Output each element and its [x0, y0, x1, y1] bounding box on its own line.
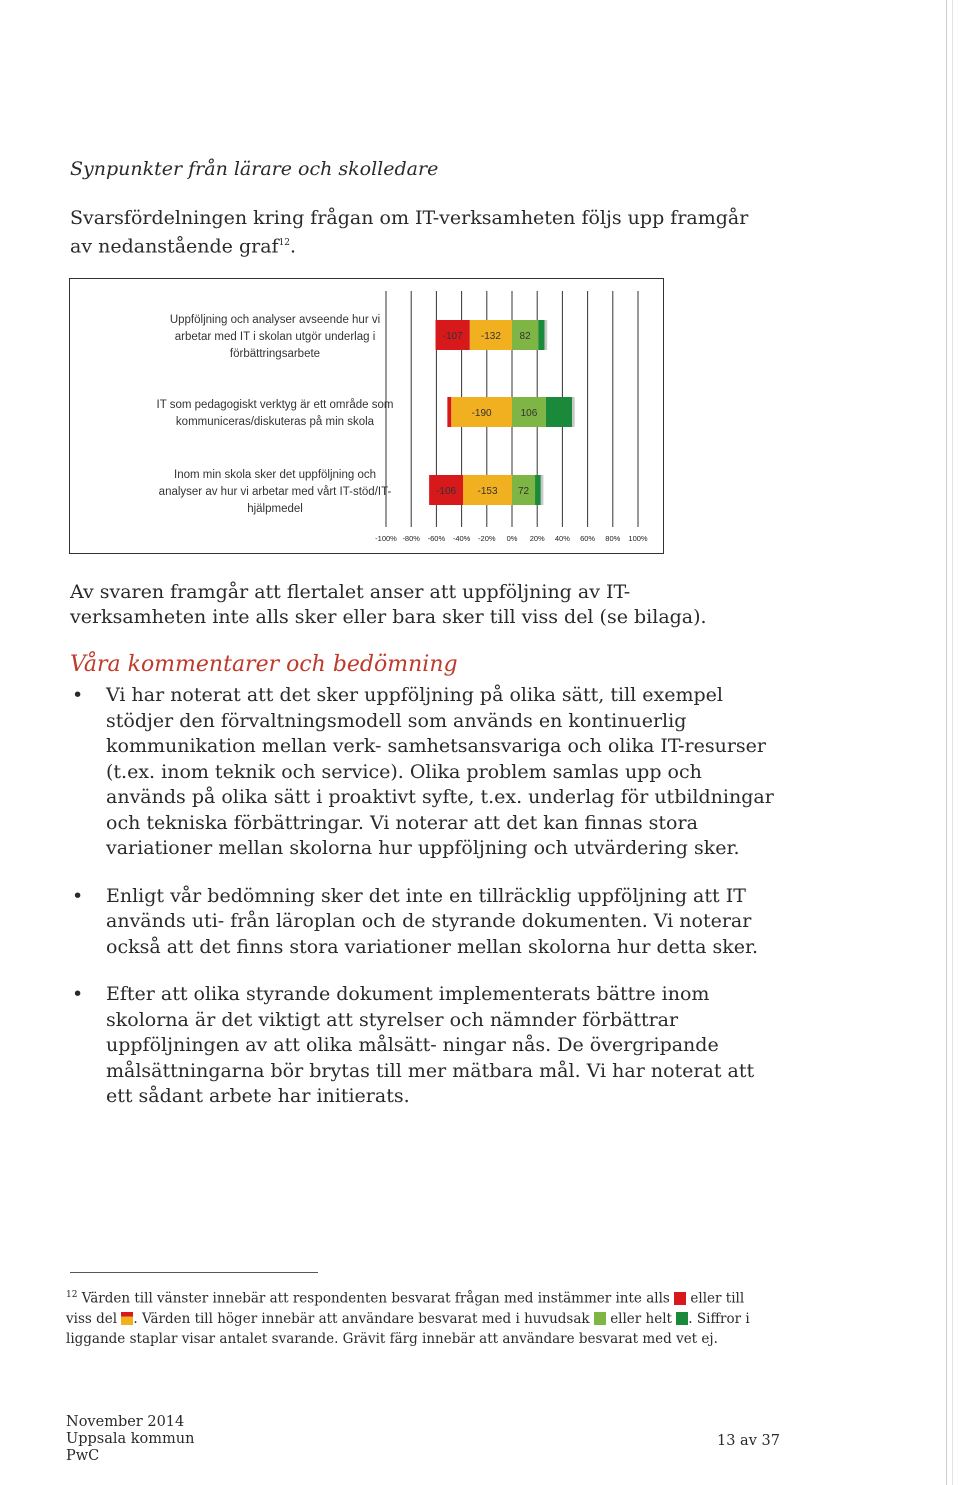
- x-tick-label: 40%: [554, 534, 570, 543]
- footnote-divider: [70, 1272, 318, 1273]
- comments-section-title: Våra kommentarer och bedömning: [70, 652, 458, 677]
- footnote-part4: eller helt: [610, 1310, 672, 1327]
- bar-value-label: 82: [519, 331, 531, 342]
- bar-value-label: -132: [480, 331, 501, 342]
- red-swatch: [674, 1292, 686, 1305]
- bar-segment: [535, 475, 541, 505]
- footnote: $^{12}$ Värden till vänster innebär att respondenten besvarat frågan med instämmer inte alls eller till viss del . Värden till höger innebär att användare besvarat med i huvudsak eller helt . Siffror i liggande staplar visar antalet svarande. Grävit färg innebär att användare besvarat med vet ej.: [66, 1290, 750, 1347]
- footer-date: November 2014: [66, 1414, 185, 1430]
- after-chart-paragraph: Av svaren framgår att flertalet anser att uppföljning av IT-verksamheten inte alls sker eller bara sker till viss del (se bilaga).: [70, 581, 707, 628]
- bar-value-label: -153: [477, 486, 498, 497]
- bar-value-label: -190: [471, 408, 492, 419]
- bar-value-label: -107: [442, 331, 463, 342]
- x-tick-label: -100%: [375, 534, 397, 543]
- section-subheading: Synpunkter från lärare och skolledare: [70, 158, 439, 180]
- comment-text: Enligt vår bedömning sker det inte en tillräcklig uppföljning att IT används uti- från läroplan och de styrande dokumenten. Vi noterar också att det finns stora variationer mellan skolorna hur detta sker.: [106, 884, 759, 958]
- bullet-dot: •: [72, 884, 84, 907]
- x-tick-label: 0%: [506, 534, 518, 543]
- category-label: Inom min skola sker det uppföljning och analyser av hur vi arbetar med vårt IT-stöd/IT-hjälpmedel: [158, 469, 392, 515]
- bar-value-label: -106: [436, 486, 457, 497]
- page-number: 13 av 37: [717, 1433, 780, 1449]
- chart-svg: [70, 279, 663, 553]
- category-label: IT som pedagogiskt verktyg är ett område som kommuniceras/diskuteras på min skola: [156, 399, 394, 428]
- footnote-reference: 12: [278, 238, 291, 248]
- x-tick-label: -40%: [452, 534, 471, 543]
- comment-item: [70, 982, 780, 1110]
- intro-end: .: [290, 235, 297, 258]
- x-tick-label: 80%: [605, 534, 621, 543]
- survey-chart: [69, 278, 664, 554]
- x-tick-label: 100%: [628, 534, 648, 543]
- footnote-part1: Värden till vänster innebär att respondenten besvarat frågan med instämmer inte alls: [81, 1290, 670, 1307]
- comment-item: [70, 683, 780, 862]
- bar-segment: [572, 397, 575, 427]
- page-edge-line-secondary: [952, 0, 953, 1485]
- lightgreen-swatch: [594, 1312, 606, 1325]
- footer-left: [66, 1414, 194, 1465]
- bar-segment: [447, 397, 451, 427]
- footnote-part5: Siffror i liggande staplar visar antalet svarande. Grävit färg innebär att användare besvarat med vet ej.: [66, 1310, 750, 1347]
- bar-segment: [546, 397, 572, 427]
- comments-list: [70, 683, 780, 1132]
- footnote-part2: eller till viss del: [66, 1290, 745, 1327]
- x-tick-label: -60%: [427, 534, 446, 543]
- x-tick-label: -20%: [478, 534, 496, 543]
- footnote-number: 12: [66, 1290, 78, 1300]
- x-tick-label: 60%: [580, 534, 596, 543]
- x-tick-label: -80%: [402, 534, 420, 543]
- bar-value-label: 72: [517, 486, 530, 497]
- orange-swatch: [121, 1312, 133, 1325]
- category-label: Uppföljning och analyser avseende hur vi arbetar med IT i skolan utgör underlag i förbättringsarbete: [169, 314, 381, 360]
- intro-text: Svarsfördelningen kring frågan om IT-verksamheten följs upp framgår av nedanstående graf: [70, 207, 749, 258]
- darkgreen-swatch: [676, 1312, 688, 1325]
- bullet-dot: •: [72, 983, 84, 1005]
- footer-org: Uppsala kommun: [66, 1431, 195, 1447]
- comment-text: Vi har noterat att det sker uppföljning på olika sätt, till exempel stödjer den förvaltningsmodell som används en kontinuerlig kommunikation mellan verk- samhetsansvariga och olika IT-resurser (t.ex. inom teknik och service). Olika problem samlas upp och används på olika sätt i proaktivt syfte, t.ex. underlag för utbildningar och tekniska förbättringar. Vi noterar att det kan finnas stora variationer mellan skolorna hur uppföljning och utvärdering sker.: [106, 684, 774, 859]
- intro-paragraph: [70, 206, 750, 259]
- page-edge-line: [946, 0, 947, 1485]
- comment-item: [70, 884, 780, 961]
- footnote-part3: Värden till höger innebär att användare besvarat med i huvudsak: [141, 1310, 590, 1327]
- comment-text: Efter att olika styrande dokument implementerats bättre inom skolorna är det viktigt att styrelser och nämnder förbättrar uppföljningen av att olika målsätt- ningar nås. De övergripande målsättningarna bör brytas till mer mätbara mål. Vi har noterat att ett sådant arbete har initierats.: [106, 983, 755, 1107]
- bar-segment: [545, 320, 548, 350]
- bar-segment: [538, 320, 544, 350]
- bar-segment: [541, 475, 544, 505]
- bullet-dot: •: [72, 684, 84, 706]
- bar-value-label: 106: [520, 408, 538, 419]
- footer-firm: PwC: [66, 1448, 100, 1464]
- x-tick-label: 20%: [529, 534, 545, 543]
